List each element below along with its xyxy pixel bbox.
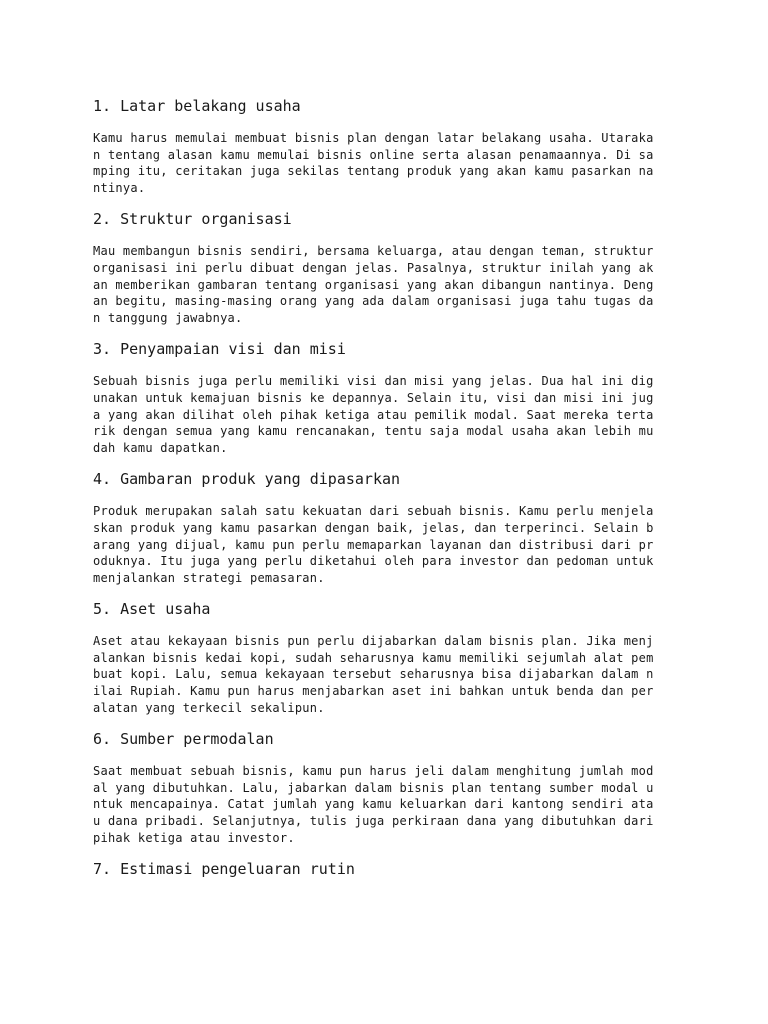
- section-heading: 3. Penyampaian visi dan misi: [93, 340, 346, 359]
- paragraph-line: mping itu, ceritakan juga sekilas tentang produk yang akan kamu pasarkan na: [93, 164, 654, 179]
- paragraph-line: alatan yang terkecil sekalipun.: [93, 700, 325, 715]
- paragraph-line: Kamu harus memulai membuat bisnis plan dengan latar belakang usaha. Utaraka: [93, 131, 654, 145]
- paragraph-line: buat kopi. Lalu, semua kekayaan tersebut seharusnya bisa dijabarkan dalam n: [93, 667, 654, 682]
- paragraph-line: ntuk mencapainya. Catat jumlah yang kamu keluarkan dari kantong sendiri ata: [93, 797, 654, 812]
- paragraph-line: Aset atau kekayaan bisnis pun perlu dijabarkan dalam bisnis plan. Jika menj: [93, 634, 654, 649]
- section-visi-misi: [93, 339, 693, 456]
- paragraph-line: rik dengan semua yang kamu rencanakan, tentu saja modal usaha akan lebih mu: [93, 424, 654, 439]
- paragraph-line: pihak ketiga atau investor.: [93, 830, 295, 845]
- section-paragraph: [93, 243, 693, 326]
- paragraph-line: dah kamu dapatkan.: [93, 440, 228, 455]
- section-heading: 5. Aset usaha: [93, 600, 211, 619]
- paragraph-line: arang yang dijual, kamu pun perlu memaparkan layanan dan distribusi dari pr: [93, 537, 654, 552]
- paragraph-line: an memberikan gambaran tentang organisasi yang akan dibangun nantinya. Deng: [93, 277, 654, 292]
- paragraph-line: ntinya.: [93, 180, 146, 195]
- paragraph-line: al yang dibutuhkan. Lalu, jabarkan dalam bisnis plan tentang sumber modal u: [93, 780, 654, 795]
- section-latar-belakang: [93, 96, 693, 196]
- section-heading: 2. Struktur organisasi: [93, 210, 292, 229]
- paragraph-line: oduknya. Itu juga yang perlu diketahui oleh para investor dan pedoman untuk: [93, 554, 654, 569]
- paragraph-line: alankan bisnis kedai kopi, sudah seharusnya kamu memiliki sejumlah alat pem: [93, 650, 654, 665]
- paragraph-line: an begitu, masing-masing orang yang ada dalam organisasi juga tahu tugas da: [93, 294, 654, 309]
- section-estimasi-pengeluaran: [93, 859, 693, 879]
- paragraph-line: Produk merupakan salah satu kekuatan dari sebuah bisnis. Kamu perlu menjela: [93, 504, 654, 519]
- paragraph-line: n tanggung jawabnya.: [93, 310, 243, 325]
- section-paragraph: [93, 503, 693, 586]
- paragraph-line: a yang akan dilihat oleh pihak ketiga atau pemilik modal. Saat mereka terta: [93, 407, 654, 422]
- section-struktur-organisasi: [93, 209, 693, 326]
- paragraph-line: skan produk yang kamu pasarkan dengan baik, jelas, dan terperinci. Selain b: [93, 520, 654, 535]
- section-paragraph: [93, 373, 693, 456]
- section-heading: 1. Latar belakang usaha: [93, 97, 301, 115]
- paragraph-line: Saat membuat sebuah bisnis, kamu pun harus jeli dalam menghitung jumlah mod: [93, 764, 654, 779]
- paragraph-line: organisasi ini perlu dibuat dengan jelas. Pasalnya, struktur inilah yang ak: [93, 260, 654, 275]
- section-paragraph: [93, 763, 693, 846]
- paragraph-line: ilai Rupiah. Kamu pun harus menjabarkan aset ini bahkan untuk benda dan per: [93, 684, 654, 699]
- section-paragraph: [93, 130, 693, 196]
- paragraph-line: u dana pribadi. Selanjutnya, tulis juga perkiraan dana yang dibutuhkan dari: [93, 814, 654, 829]
- paragraph-line: n tentang alasan kamu memulai bisnis online serta alasan penamaannya. Di sa: [93, 147, 654, 162]
- section-heading: 7. Estimasi pengeluaran rutin: [93, 860, 355, 879]
- paragraph-line: Mau membangun bisnis sendiri, bersama keluarga, atau dengan teman, struktur: [93, 244, 654, 259]
- section-sumber-permodalan: [93, 729, 693, 846]
- section-aset-usaha: [93, 599, 693, 716]
- paragraph-line: menjalankan strategi pemasaran.: [93, 570, 325, 585]
- paragraph-line: unakan untuk kemajuan bisnis ke depannya. Selain itu, visi dan misi ini jug: [93, 390, 654, 405]
- paragraph-line: Sebuah bisnis juga perlu memiliki visi dan misi yang jelas. Dua hal ini dig: [93, 374, 654, 389]
- section-heading: 4. Gambaran produk yang dipasarkan: [93, 470, 401, 489]
- document-page: [93, 96, 693, 893]
- section-gambaran-produk: [93, 469, 693, 586]
- section-paragraph: [93, 633, 693, 716]
- section-heading: 6. Sumber permodalan: [93, 730, 274, 749]
